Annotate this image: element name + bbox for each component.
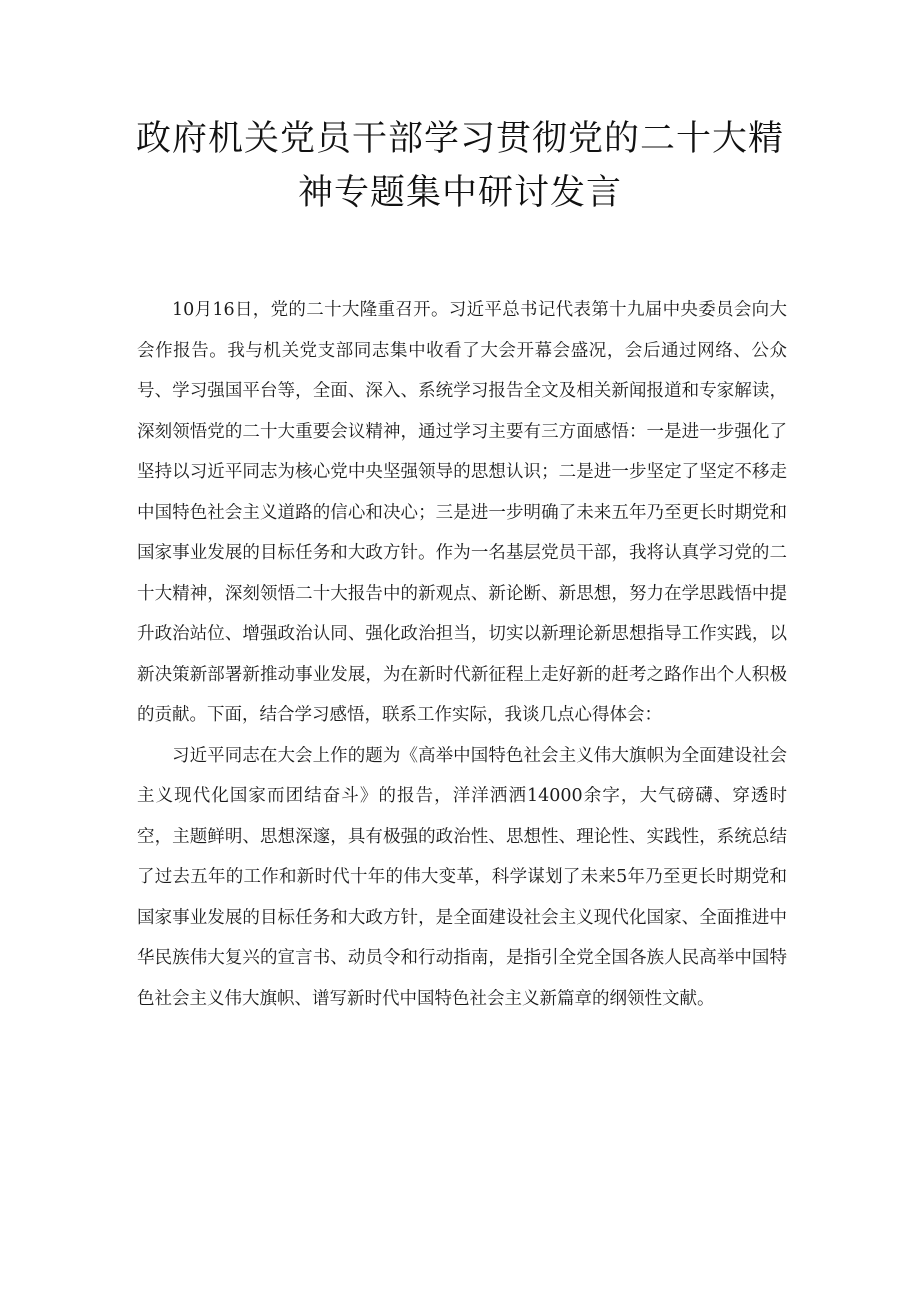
- body-paragraph-2: 习近平同志在大会上作的题为《高举中国特色社会主义伟大旗帜为全面建设社会主义现代化国家而团结奋斗》的报告，洋洋洒洒14000余字，大气磅礴、穿透时空，主题鲜明、思想深邃，具有极强的政治性、思想性、理论性、实践性，系统总结了过去五年的工作和新时代十年的伟大变革，科学谋划了未来5年乃至更长时期党和国家事业发展的目标任务和大政方针，是全面建设社会主义现代化国家、全面推进中华民族伟大复兴的宣言书、动员令和行动指南，是指引全党全国各族人民高举中国特色社会主义伟大旗帜、谱写新时代中国特色社会主义新篇章的纲领性文献。: [137, 745, 787, 1009]
- body-paragraph-1: 10月16日，党的二十大隆重召开。习近平总书记代表第十九届中央委员会向大会作报告。我与机关党支部同志集中收看了大会开幕会盛况，会后通过网络、公众号、学习强国平台等，全面、深入、系统学习报告全文及相关新闻报道和专家解读，深刻领悟党的二十大重要会议精神，通过学习主要有三方面感悟：一是进一步强化了坚持以习近平同志为核心党中央坚强领导的思想认识；二是进一步坚定了坚定不移走中国特色社会主义道路的信心和决心；三是进一步明确了未来五年乃至更长时期党和国家事业发展的目标任务和大政方针。作为一名基层党员干部，我将认真学习党的二十大精神，深刻领悟二十大报告中的新观点、新论断、新思想，努力在学思践悟中提升政治站位、增强政治认同、强化政治担当，切实以新理论新思想指导工作实践，以新决策新部署新推动事业发展，为在新时代新征程上走好新的赶考之路作出个人积极的贡献。下面，结合学习感悟，联系工作实际，我谈几点心得体会：: [137, 300, 787, 725]
- document-body: [137, 290, 787, 1019]
- document-title-line-1: 政府机关党员干部学习贯彻党的二十大精: [135, 119, 784, 159]
- document-title: [100, 112, 820, 220]
- document-title-line-2: 神专题集中研讨发言: [297, 173, 622, 213]
